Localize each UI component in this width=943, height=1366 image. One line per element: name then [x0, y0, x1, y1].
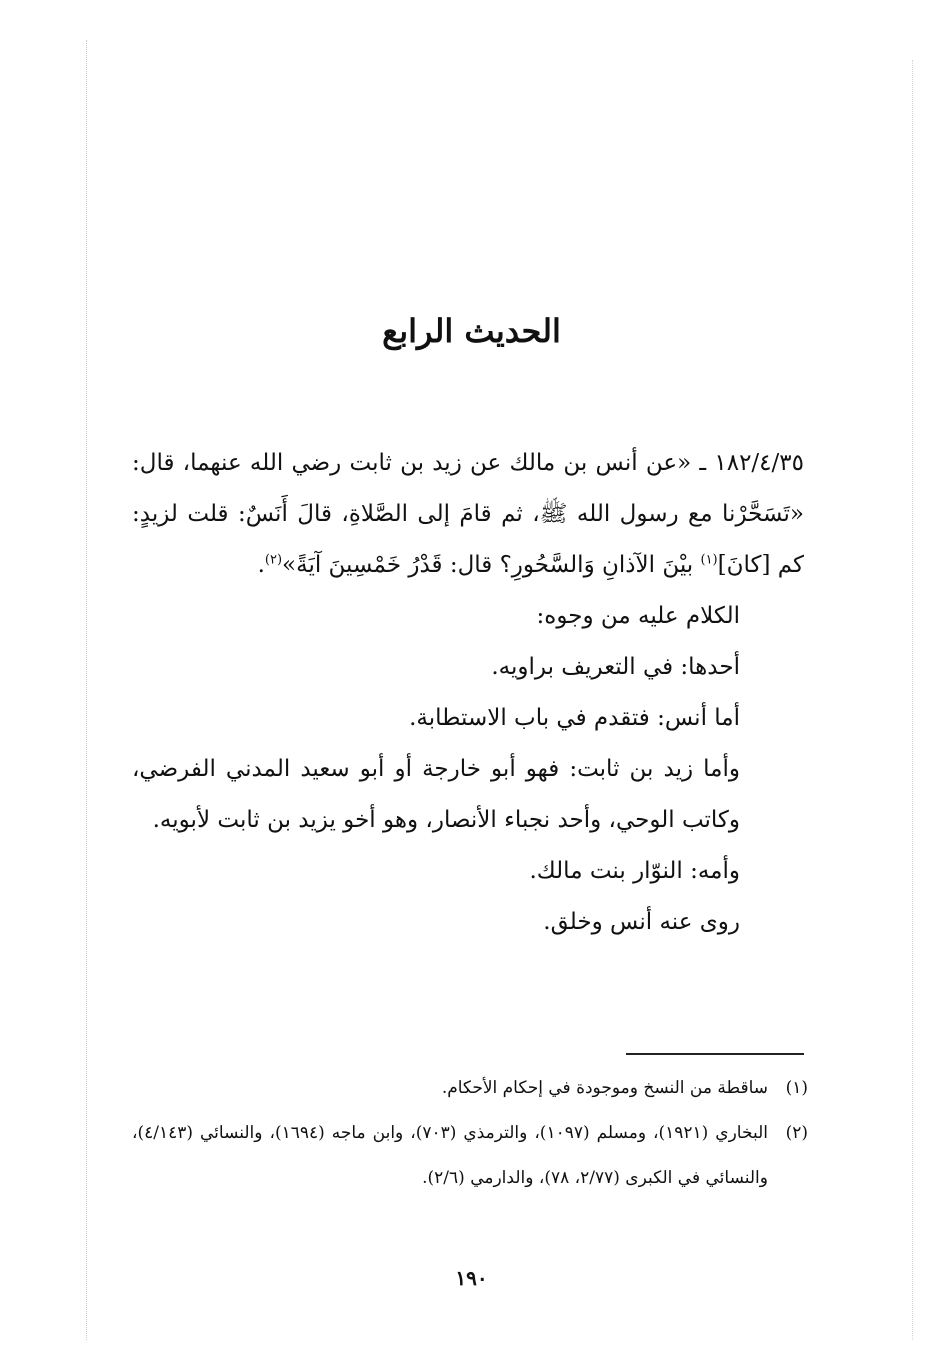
page-edge-left: [86, 40, 87, 1340]
paragraph-anas: أما أنس: فتقدم في باب الاستطابة.: [409, 705, 740, 731]
paragraph-mother: وأمه: النوّار بنت مالك.: [529, 858, 740, 884]
footnote-separator: [626, 1053, 804, 1055]
footnote-1: [132, 1066, 808, 1111]
chapter-title: الحديث الرابع: [382, 312, 561, 350]
hadith-text: [132, 438, 804, 591]
paragraph-zayd: وأما زيد بن ثابت: فهو أبو خارجة أو أبو سعيد المدني الفرضي، وكاتب الوحي، وأحد نجباء الأنصار، وهو أخو يزيد بن ثابت لأبويه.: [132, 756, 740, 833]
paragraph-first-aspect: أحدها: في التعريف براويه.: [491, 654, 740, 680]
footnote-2: [132, 1111, 808, 1201]
footnote-text: ساقطة من النسخ وموجودة في إحكام الأحكام.: [441, 1078, 768, 1098]
footnote-number: (١): [785, 1078, 808, 1098]
hadith-closing: .: [257, 552, 265, 578]
footnote-ref-1: (١): [700, 552, 718, 568]
main-text: [132, 438, 804, 948]
page-edge-right: [912, 60, 913, 1340]
hadith-opening: ١٨٢/٤/٣٥ ـ «عن أنس بن مالك عن زيد بن ثابت رضي الله عنهما، قال: «تَسَحَّرْنا مع رسول الله ﷺ، ثم قامَ إلى الصَّلاةِ، قالَ أَنَسٌ: قلت لزيدٍ: كم [كانَ]: [132, 450, 804, 578]
footnote-number: (٢): [785, 1123, 808, 1143]
hadith-middle: بيْنَ الآذانِ وَالسَّحُورِ؟ قال: قَدْرُ خَمْسِينَ آيَةً»: [282, 552, 701, 578]
footnotes: [132, 1066, 808, 1201]
paragraph-narrators: روى عنه أنس وخلق.: [543, 909, 740, 935]
footnote-text: البخاري (١٩٢١)، ومسلم (١٠٩٧)، والترمذي (٧٠٣)، وابن ماجه (١٦٩٤)، والنسائي (٤/١٤٣)، والنسائي في الكبرى (٢/٧٧، ٧٨)، والدارمي (٢/٦).: [132, 1123, 768, 1188]
footnote-ref-2: (٢): [264, 552, 283, 568]
page-number: ١٩٠: [455, 1266, 488, 1290]
paragraph-aspects: الكلام عليه من وجوه:: [536, 603, 740, 629]
